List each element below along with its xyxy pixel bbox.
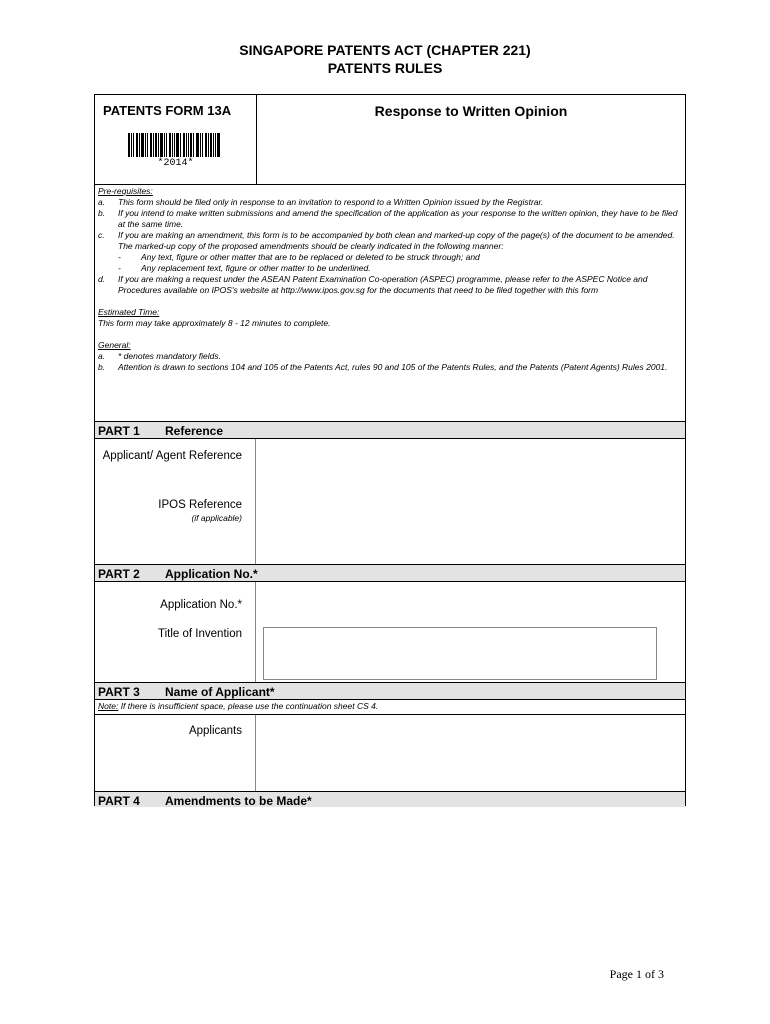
- part2-header: [95, 564, 685, 582]
- form-id-cell: [95, 95, 257, 184]
- part1-number: PART 1: [98, 424, 140, 438]
- prereq-item: a. This form should be filed only in response to an invitation to respond to a Written Opinion issued by the Registrar.: [98, 197, 544, 207]
- part4-header: [95, 791, 685, 807]
- form-number: PATENTS FORM 13A: [103, 103, 232, 118]
- application-no-label: Application No.*: [160, 599, 242, 611]
- part3-note: Note: If there is insufficient space, please use the continuation sheet CS 4.: [98, 701, 379, 711]
- part2-title: Application No.*: [165, 567, 258, 581]
- page-number: Page 1 of 3: [609, 967, 664, 981]
- time-heading: Estimated Time:: [98, 307, 160, 317]
- title-of-invention-label: Title of Invention: [158, 628, 242, 640]
- prereq-item: d. If you are making a request under the ASEAN Patent Examination Co-operation (ASPEC) programme, please refer to the ASPEC Notice and Procedures available on IPOS's website at http://www.ipos.gov.sg for the documents that need to be filed together with this form: [98, 274, 648, 295]
- prereq-subitem: - Any replacement text, figure or other matter to be underlined.: [118, 263, 371, 273]
- title-of-invention-field[interactable]: [263, 627, 657, 680]
- prereq-item: c. If you are making an amendment, this form is to be accompanied by both clean and marked-up copy of the page(s) of the document to be amended. The marked-up copy of the proposed amendments should be clearly indicated in the following manner:: [98, 230, 675, 251]
- time-text: This form may take approximately 8 - 12 minutes to complete.: [98, 318, 331, 328]
- document-header: [0, 41, 770, 77]
- general-item: b. Attention is drawn to sections 104 and 105 of the Patents Act, rules 90 and 105 of the Patents Rules, and the Patents (Patent Agents) Rules 2001.: [98, 362, 668, 372]
- barcode-text: *2014*: [157, 158, 194, 169]
- ipos-reference-label: IPOS Reference: [158, 499, 242, 511]
- form-title: Response to Written Opinion: [374, 103, 568, 119]
- prereq-subitem: - Any text, figure or other matter that are to be replaced or deleted to be struck through; and: [118, 252, 480, 262]
- prereq-item: b. If you intend to make written submissions and amend the specification of the application as your response to the written opinion, they have to be filed at the same time.: [98, 208, 678, 229]
- general-heading: General:: [98, 340, 131, 350]
- ipos-reference-note: (if applicable): [191, 513, 242, 523]
- act-title: SINGAPORE PATENTS ACT (CHAPTER 221): [239, 42, 531, 58]
- part3-title: Name of Applicant*: [165, 685, 275, 699]
- applicants-label: Applicants: [188, 725, 242, 737]
- part1-title: Reference: [165, 424, 224, 438]
- part4-number: PART 4: [98, 794, 140, 808]
- form-header-box: [95, 95, 685, 185]
- rules-title: PATENTS RULES: [327, 60, 443, 76]
- applicant-reference-label: Applicant/ Agent Reference: [102, 450, 242, 462]
- part3-header: [95, 682, 685, 700]
- part4-title: Amendments to be Made*: [165, 794, 312, 808]
- prereq-heading: Pre-requisites:: [98, 186, 153, 196]
- instructions: [98, 186, 684, 373]
- general-item: a. * denotes mandatory fields.: [98, 351, 222, 361]
- patent-form: [94, 94, 686, 806]
- barcode-icon: [128, 133, 220, 157]
- part1-header: [95, 421, 685, 439]
- part3-number: PART 3: [98, 685, 140, 699]
- part2-number: PART 2: [98, 567, 140, 581]
